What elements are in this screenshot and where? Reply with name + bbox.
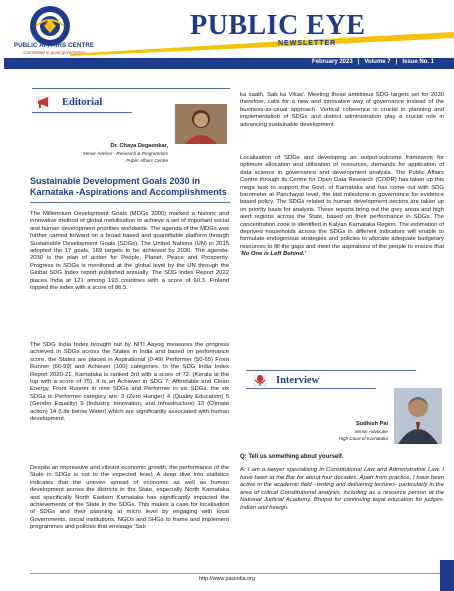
editorial-divider-bottom [32, 112, 132, 113]
organization-logo [30, 6, 70, 46]
footer-divider [30, 573, 444, 574]
editorial-paragraph-4: ka saath, Sab ka Vikas'. Meeting these ambitious SDG targets set for 2030 therefore, calls for a new and innovative way of governance instead of the business-as-usual approach. Vertical coherence is crucial in planning and implementation of SDGs and district administration play a crucial role in advancing sustainable development. [240, 92, 444, 128]
editorial-section-title: Editorial [62, 97, 103, 108]
interview-divider-top [246, 370, 416, 371]
person-portrait-icon [394, 388, 442, 444]
logo-emblem-icon [30, 6, 70, 46]
megaphone-icon [36, 96, 50, 109]
editorial-divider-top [32, 88, 230, 89]
interviewee-org: High Court of Karnataka [338, 436, 388, 441]
editorial-paragraph-5-text: Localisation of SDGs and developing an output-outcome framework for optimum allocation and utilisation of resources, demands for application of data science in governance and development analysis. The Public Affairs Centre through its Centre for Open Data Research (CODR) has taken up this mega task to support the Govt. of Karnataka and has come out with SDG barometer at Panchayat level, the last milestone in governance for evidence based policy. The SDGs related to human development sectors are taken up on priority basis for analysis. These reports bring out the grey areas and high alert regions across the State, based on their performance in SDGs. The concentration zone is identified in Kalyan Karnataka Region. The estimation of deprived households across the SDGs in different indicators will enable to formulate endogenous strategies and policies to allocate adequate budgetary resources to fill the gaps and meet the aspirations of the people to ensure that [240, 155, 444, 250]
interviewee-role: Senior Advocate [354, 429, 388, 434]
interviewee-photo [394, 388, 442, 444]
newsletter-title: PUBLIC EYE [190, 10, 366, 41]
page-corner-tab [440, 560, 454, 591]
newsletter-subtitle: NEWSLETTER [278, 40, 337, 47]
interview-divider-bottom [246, 388, 376, 389]
interview-question: Q: Tell us something about yourself. [240, 454, 344, 460]
editorial-paragraph-5 [240, 155, 444, 259]
issue-info: February 2023 | Volume 7 | Issue No. 1 [312, 59, 434, 65]
interviewee-name: Sudhish Pai [355, 421, 388, 427]
issue-date: February 2023 [312, 59, 353, 65]
microphone-icon [253, 374, 267, 387]
organization-tagline: Committed to good governance [23, 50, 85, 55]
issue-volume: Volume 7 [364, 59, 391, 65]
interview-section-title: Interview [276, 375, 320, 386]
editorial-author-role: Senior Advisor - Research & Programmes [82, 151, 168, 156]
editorial-paragraph-1: The Millennium Development Goals (MDGs 2000) marked a historic and innovative method of global mobilisation to achieve a set of important social and human development priorities worldwide. The agenda of the MDGs was further carried forward on a broad based and quantifiable platform through Sustainable Development Goals (SDGs). The United Nations (UN) in 2015 adopted the 17 goals, 169 targets to be achieved by 2030. The agenda-2030 is the plan of action for People, Planet, Peace and Prosperity. Progress in SDGs is monitored at the global level by the UN through the Global SDG Index report published annually. The SDG Index Report 2022 places India at 121 among 193 countries with a score of 60.3. Finland topped the index with a score of 86.5. [30, 211, 229, 292]
editorial-author-org: Public Affairs Centre [126, 158, 168, 163]
person-portrait-icon [175, 104, 227, 144]
interview-answer: A: I am a lawyer specialising in Constitutional Law and Administrative Law, I have been at the Bar for about four decades. Apart from practice, I have been active in the academic field –writing and delivering lectures- particularly in the area of critical Constitutional analysis, including as a resource person at the National Judicial Academy, Bhopal for continuing legal education for judges-Indian and foreign. [240, 467, 444, 511]
editorial-paragraph-3: Despite an impressive and vibrant economic growth, the performance of the State in SDGs is not to the expected level. A deep dive into statistics indicates that the uneven spread of economic as well as human development across the districts in the State, especially North Karnataka and specifically North Eastern Karnataka has significantly impacted the achievements of the State in the SDGs. This makes a case for localisation of SDGs and their planning at micro level by engaging with local Governments, social institutions, NGOs and SHGs to frame and implement programmes and policies that envisage 'Sab [30, 465, 229, 531]
editorial-author-name: Dr. Chaya Degaonkar, [110, 143, 168, 149]
organization-name: PUBLIC AFFAIRS CENTRE [13, 42, 95, 49]
editorial-headline: Sustainable Development Goals 2030 in Karnataka -Aspirations and Accomplishments [30, 176, 227, 197]
editorial-paragraph-2: The SDG India Index brought out by NITI Aayog measures the progress achieved in SDGs across the States in India and based on performance score, the States are placed in Aspirational (0-49) Performer (50-65) Front Runner (66-99) and Achiever (100) categories. In the SDG India Index Report 2020-21, Karnataka is ranked 3rd with a score of 72. (Kerala at the top with a score of 75). It is an Achiever in SDG 7: Affordable and Clean Energy, Front Runner in nine SDGs and Performer in six SDGs, the six SDGs in Performer category are: 2 (Zero Hunger) 4 (Quality Education) 5 (Gender Equality) 9 (Industry, Innovation, and Infrastructure) 13 (Climate action) 14 (Life below Water) which are significantly associated with human development. [30, 342, 229, 423]
editorial-closing-quote: 'No One is Left Behind.' [240, 251, 306, 258]
headline-divider [30, 202, 230, 203]
footer-website-link[interactable]: http://www.pacindia.org [199, 576, 255, 582]
editorial-author-photo [175, 104, 227, 144]
issue-number: Issue No. 1 [402, 59, 434, 65]
